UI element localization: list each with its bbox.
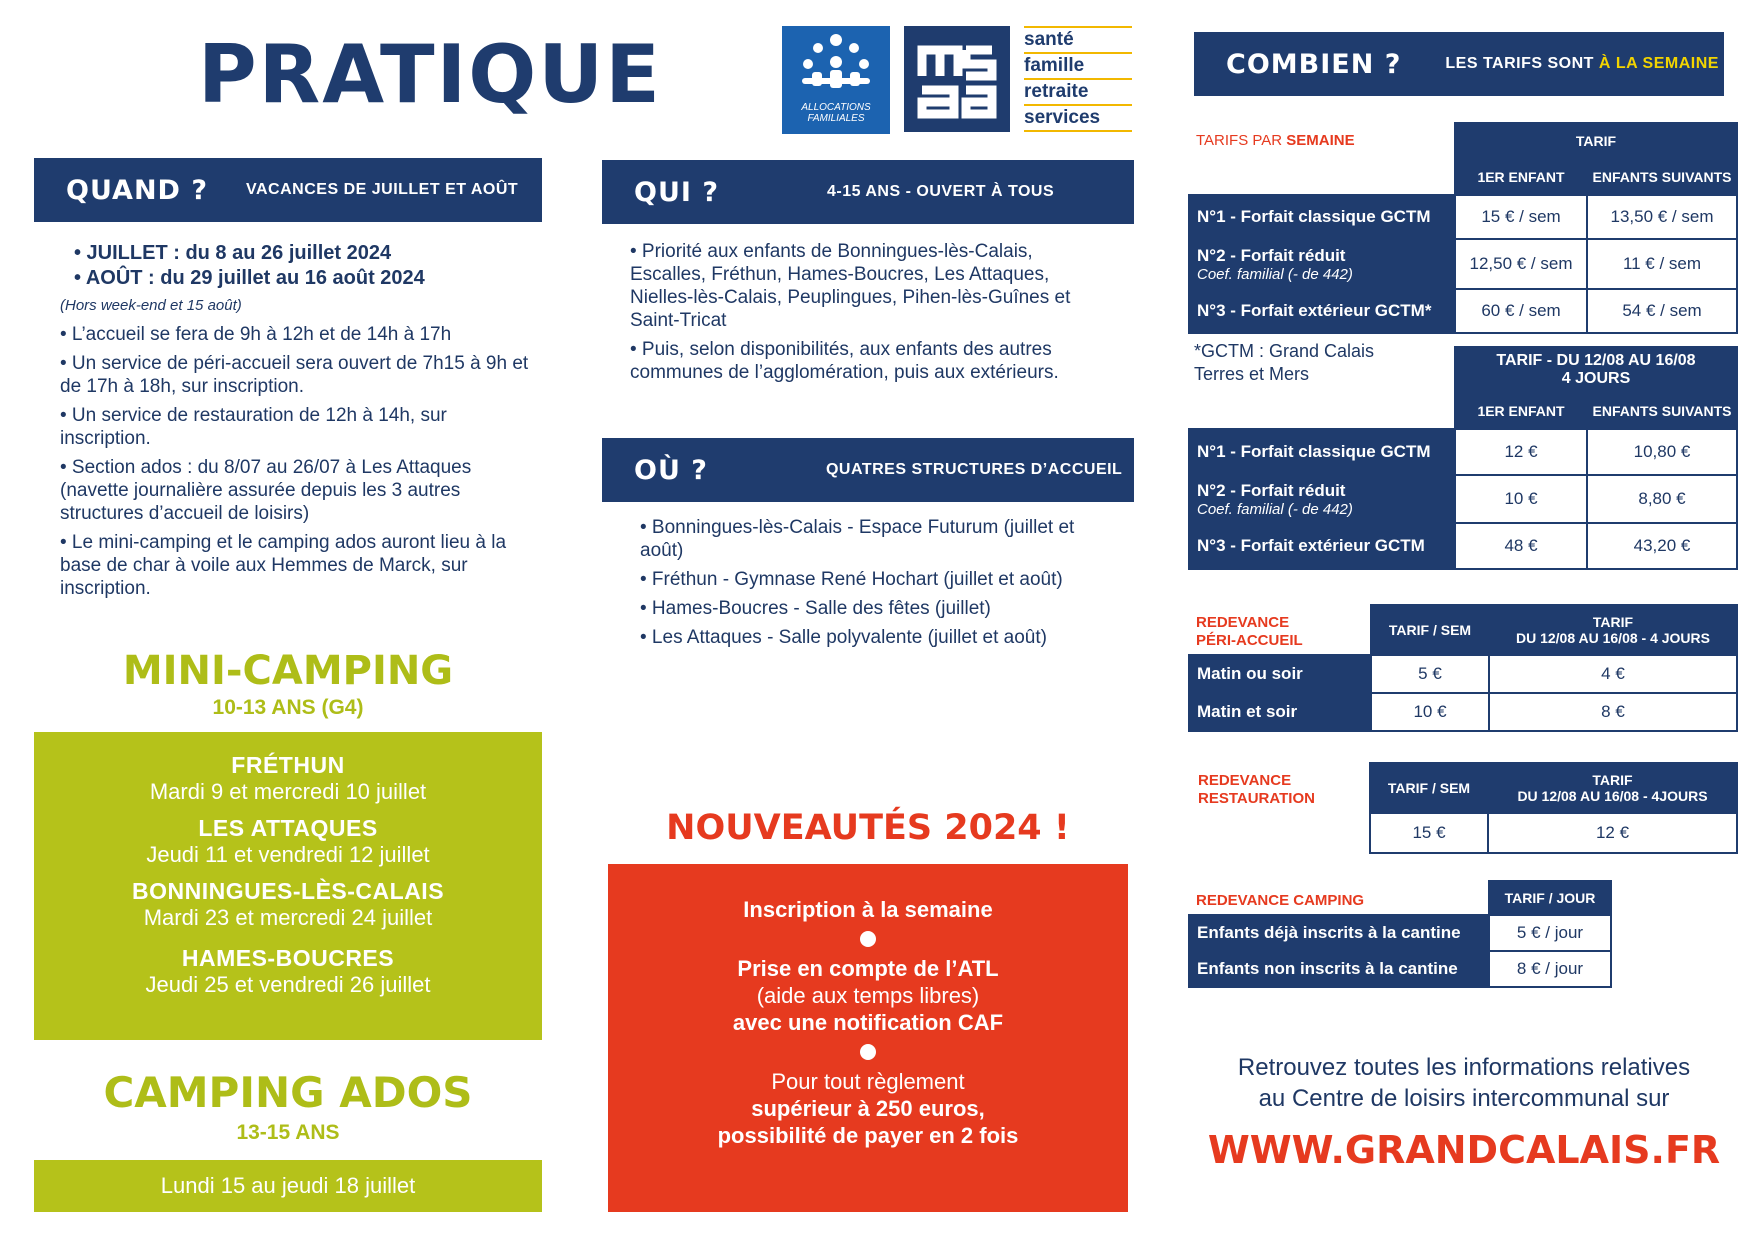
quand-note: (Hors week-end et 15 août) xyxy=(60,297,242,314)
nouveaute-3a: Pour tout règlement xyxy=(771,1069,965,1094)
peri-col2-a: TARIF xyxy=(1592,614,1634,630)
qui-title: QUI ? xyxy=(634,176,719,208)
nouveautes-box xyxy=(608,864,1128,1212)
quand-juillet: • JUILLET : du 8 au 26 juillet 2024 xyxy=(74,242,392,264)
table-row xyxy=(1189,289,1737,333)
tarifs-label-a: TARIFS PAR xyxy=(1196,132,1287,149)
peri-col1: TARIF / SEM xyxy=(1371,605,1489,655)
msa-line-4: services xyxy=(1024,106,1132,132)
resto-value: 15 € xyxy=(1370,813,1488,853)
tarif-name: N°2 - Forfait réduit xyxy=(1197,480,1346,500)
session-place: LES ATTAQUES xyxy=(198,815,378,841)
caf-people-icon xyxy=(796,32,876,98)
bullet-dot-icon xyxy=(860,931,876,947)
session-place: FRÉTHUN xyxy=(231,752,345,778)
table-row xyxy=(1189,693,1737,731)
tarif-value: 12 € xyxy=(1455,429,1587,475)
peri-name: Matin ou soir xyxy=(1189,655,1371,693)
quand-p1: • L’accueil se fera de 9h à 12h et de 14h à 17h xyxy=(60,324,452,345)
quand-title: QUAND ? xyxy=(66,174,209,206)
tarifs-head: TARIF xyxy=(1455,123,1737,159)
table-row xyxy=(1189,475,1737,523)
resto-table xyxy=(1188,762,1738,854)
resto-col2-a: TARIF xyxy=(1592,772,1633,788)
ou-body xyxy=(640,516,1118,655)
resto-col1: TARIF / SEM xyxy=(1370,763,1488,813)
peri-value: 8 € xyxy=(1489,693,1737,731)
tarif-sub: Coef. familial (- de 442) xyxy=(1197,500,1353,518)
tarif-name: N°2 - Forfait réduit xyxy=(1197,245,1346,265)
tarifs2-head-a: TARIF - DU 12/08 AU 16/08 xyxy=(1496,352,1696,369)
camping-ados-box xyxy=(34,1160,542,1212)
tarifs2-head xyxy=(1455,347,1737,393)
nouveaute-2b: (aide aux temps libres) xyxy=(756,983,980,1008)
ou-title: OÙ ? xyxy=(634,454,708,486)
quand-p4: • Section ados : du 8/07 au 26/07 à Les Attaques (navette journalière assurée depuis les 3 autres structures d’accueil de loisirs) xyxy=(60,457,472,524)
tarifs-4jours-table xyxy=(1188,346,1738,570)
qui-subtitle: 4-15 ANS - OUVERT À TOUS xyxy=(827,183,1055,200)
tarif-name: N°3 - Forfait extérieur GCTM* xyxy=(1189,289,1455,333)
quand-body xyxy=(60,242,530,606)
tarif-value: 10 € xyxy=(1455,475,1587,523)
footer-info xyxy=(1190,1052,1738,1114)
session-date: Jeudi 25 et vendredi 26 juillet xyxy=(145,972,431,997)
mini-camping-box xyxy=(34,732,542,1040)
page-title: PRATIQUE xyxy=(198,28,662,121)
footer-line-2: au Centre de loisirs intercommunal sur xyxy=(1258,1085,1670,1112)
tarif-value: 10,80 € xyxy=(1587,429,1737,475)
msa-tagline xyxy=(1024,26,1132,132)
peri-col2-b: DU 12/08 AU 16/08 - 4 JOURS xyxy=(1515,630,1710,646)
website-link[interactable]: WWW.GRANDCALAIS.FR xyxy=(1207,1128,1721,1172)
nouveaute-2c: avec une notification CAF xyxy=(732,1010,1004,1035)
camping-value: 8 € / jour xyxy=(1489,951,1611,987)
caf-logo xyxy=(782,26,890,134)
camping-col: TARIF / JOUR xyxy=(1489,881,1611,915)
tarif-name: N°1 - Forfait classique GCTM xyxy=(1189,195,1455,239)
mini-camping-title: MINI-CAMPING xyxy=(122,648,454,694)
tarifs-col1: 1ER ENFANT xyxy=(1455,159,1587,195)
resto-label-b: RESTAURATION xyxy=(1198,790,1315,807)
camping-value: 5 € / jour xyxy=(1489,915,1611,951)
nouveautes-title: NOUVEAUTÉS 2024 ! xyxy=(666,808,1070,848)
qui-header xyxy=(602,160,1134,224)
footer-line-1: Retrouvez toutes les informations relatives xyxy=(1237,1054,1691,1081)
tarif-value: 48 € xyxy=(1455,523,1587,569)
session-date: Mardi 9 et mercredi 10 juillet xyxy=(149,779,427,804)
session-date: Jeudi 11 et vendredi 12 juillet xyxy=(146,842,430,867)
tarif-sub: Coef. familial (- de 442) xyxy=(1197,265,1353,283)
tarifs-col2: ENFANTS SUIVANTS xyxy=(1587,159,1737,195)
msa-line-2: famille xyxy=(1024,54,1132,80)
mini-camping-age: 10-13 ANS (G4) xyxy=(212,696,364,719)
peri-label-b: PÉRI-ACCUEIL xyxy=(1196,632,1303,649)
ou-item: • Hames-Boucres - Salle des fêtes (juillet) xyxy=(640,598,991,619)
resto-col2 xyxy=(1488,763,1737,813)
tarif-value: 13,50 € / sem xyxy=(1587,195,1737,239)
quand-p2: • Un service de péri-accueil sera ouvert de 7h15 à 9h et de 17h à 18h, sur inscription. xyxy=(60,353,529,397)
table-row xyxy=(1189,239,1737,289)
peri-label-a: REDEVANCE xyxy=(1196,614,1290,631)
session-date: Mardi 23 et mercredi 24 juillet xyxy=(143,905,433,930)
combien-subtitle xyxy=(1445,55,1719,73)
camping-name: Enfants non inscrits à la cantine xyxy=(1189,951,1489,987)
tarifs2-head-b: 4 JOURS xyxy=(1561,370,1631,387)
resto-label-a: REDEVANCE xyxy=(1198,772,1292,789)
session-place: BONNINGUES-LÈS-CALAIS xyxy=(131,878,445,904)
tarifs2-col2: ENFANTS SUIVANTS xyxy=(1587,393,1737,429)
tarifs-table xyxy=(1188,122,1738,334)
table-row xyxy=(1189,429,1737,475)
qui-p2: • Puis, selon disponibilités, aux enfants des autres communes de l’agglomération, puis aux extérieurs. xyxy=(630,339,1059,383)
quand-subtitle: VACANCES DE JUILLET ET AOÛT xyxy=(246,181,519,198)
quand-p5: • Le mini-camping et le camping ados auront lieu à la base de char à voile aux Hemmes de Marck, sur inscription. xyxy=(60,532,507,599)
peri-value: 5 € xyxy=(1371,655,1489,693)
ou-subtitle: QUATRES STRUCTURES D’ACCUEIL xyxy=(825,461,1123,478)
tarif-name: N°1 - Forfait classique GCTM xyxy=(1189,429,1455,475)
ou-header xyxy=(602,438,1134,502)
table-row xyxy=(1189,523,1737,569)
tarif-value: 15 € / sem xyxy=(1455,195,1587,239)
tarif-name: N°3 - Forfait extérieur GCTM xyxy=(1189,523,1455,569)
nouveaute-2a: Prise en compte de l’ATL xyxy=(737,956,999,981)
nouveaute-1: Inscription à la semaine xyxy=(743,897,993,922)
caf-label: ALLOCATIONS FAMILIALES xyxy=(801,102,871,124)
tarif-value: 8,80 € xyxy=(1587,475,1737,523)
table-row xyxy=(1189,951,1611,987)
gctm-footnote: *GCTM : Grand Calais Terres et Mers xyxy=(1194,341,1375,384)
camping-ados-date: Lundi 15 au jeudi 18 juillet xyxy=(160,1173,416,1198)
camping-name: Enfants déjà inscrits à la cantine xyxy=(1189,915,1489,951)
bullet-dot-icon xyxy=(860,1044,876,1060)
tarifs2-col1: 1ER ENFANT xyxy=(1455,393,1587,429)
camping-label: REDEVANCE CAMPING xyxy=(1196,892,1365,909)
msa-line-3: retraite xyxy=(1024,80,1132,106)
peri-value: 10 € xyxy=(1371,693,1489,731)
qui-body xyxy=(630,240,1110,390)
table-row xyxy=(1189,195,1737,239)
msa-logo xyxy=(904,26,1010,132)
quand-p3: • Un service de restauration de 12h à 14h, sur inscription. xyxy=(60,405,447,449)
qui-p1: • Priorité aux enfants de Bonningues-lès-Calais, Escalles, Fréthun, Hames-Boucres, Les Attaques, Nielles-lès-Calais, Peuplingues, Pihen-lès-Guînes et Saint-Tricat xyxy=(630,241,1071,331)
nouveaute-3b: supérieur à 250 euros, xyxy=(751,1096,985,1121)
quand-header xyxy=(34,158,542,222)
combien-subtitle-a: LES TARIFS SONT xyxy=(1445,55,1599,72)
tarif-value: 11 € / sem xyxy=(1587,239,1737,289)
camping-ados-title: CAMPING ADOS xyxy=(103,1068,473,1117)
tarif-value: 60 € / sem xyxy=(1455,289,1587,333)
combien-title: COMBIEN ? xyxy=(1226,48,1402,80)
peri-value: 4 € xyxy=(1489,655,1737,693)
peri-name: Matin et soir xyxy=(1189,693,1371,731)
combien-subtitle-b: À LA SEMAINE xyxy=(1598,55,1719,72)
tarif-value: 43,20 € xyxy=(1587,523,1737,569)
table-row xyxy=(1189,655,1737,693)
camping-table xyxy=(1188,880,1612,988)
msa-line-1: santé xyxy=(1024,26,1132,54)
peri-table xyxy=(1188,604,1738,732)
combien-header xyxy=(1194,32,1724,96)
camping-ados-age: 13-15 ANS xyxy=(236,1121,340,1144)
nouveaute-3c: possibilité de payer en 2 fois xyxy=(717,1123,1019,1148)
peri-col2 xyxy=(1489,605,1737,655)
tarifs-label-b: SEMAINE xyxy=(1286,132,1355,149)
resto-value: 12 € xyxy=(1488,813,1737,853)
tarif-value: 54 € / sem xyxy=(1587,289,1737,333)
ou-item: • Fréthun - Gymnase René Hochart (juillet et août) xyxy=(640,569,1063,590)
table-row xyxy=(1189,915,1611,951)
msa-mark-icon xyxy=(914,36,1000,122)
ou-item: • Bonningues-lès-Calais - Espace Futurum (juillet et août) xyxy=(640,517,1075,561)
table-row xyxy=(1188,813,1737,853)
quand-aout: • AOÛT : du 29 juillet au 16 août 2024 xyxy=(74,267,425,289)
tarif-value: 12,50 € / sem xyxy=(1455,239,1587,289)
session-place: HAMES-BOUCRES xyxy=(181,945,395,971)
ou-item: • Les Attaques - Salle polyvalente (juillet et août) xyxy=(640,627,1047,648)
resto-col2-b: DU 12/08 AU 16/08 - 4JOURS xyxy=(1517,788,1708,804)
